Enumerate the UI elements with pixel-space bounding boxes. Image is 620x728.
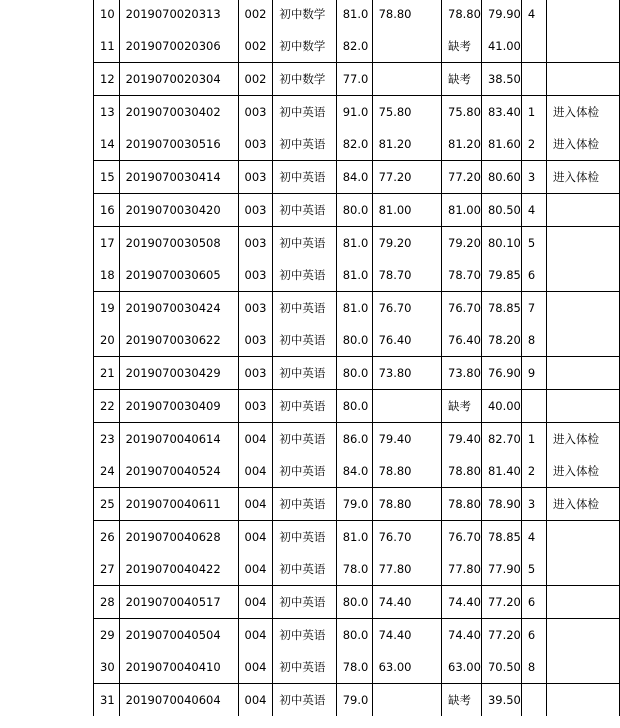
row-number-cell: 12 (94, 63, 120, 96)
remark-cell (547, 227, 620, 260)
remark-cell (547, 521, 620, 554)
subject-cell: 初中英语 (273, 194, 336, 227)
rank-cell: 5 (521, 227, 546, 260)
candidate-id-cell: 2019070030516 (119, 128, 238, 161)
interview-score-final-cell: 74.40 (442, 586, 482, 619)
table-row (94, 390, 620, 423)
position-code-cell: 004 (238, 521, 273, 554)
subject-cell: 初中英语 (273, 324, 336, 357)
remark-cell (547, 30, 620, 63)
written-score-cell: 80.0 (336, 390, 372, 423)
row-number-cell: 11 (94, 30, 120, 63)
interview-score-cell: 78.80 (372, 455, 441, 488)
interview-score-final-cell: 78.70 (442, 259, 482, 292)
written-score-cell: 84.0 (336, 161, 372, 194)
interview-score-cell: 79.20 (372, 227, 441, 260)
candidate-id-cell: 2019070040628 (119, 521, 238, 554)
interview-score-final-cell: 79.20 (442, 227, 482, 260)
interview-score-cell (372, 63, 441, 96)
subject-cell: 初中英语 (273, 651, 336, 684)
interview-score-cell: 79.40 (372, 423, 441, 456)
row-number-cell: 20 (94, 324, 120, 357)
position-code-cell: 004 (238, 651, 273, 684)
interview-score-final-cell: 78.80 (442, 488, 482, 521)
row-number-cell: 14 (94, 128, 120, 161)
table-row (94, 455, 620, 488)
rank-cell: 3 (521, 488, 546, 521)
written-score-cell: 84.0 (336, 455, 372, 488)
candidate-id-cell: 2019070040517 (119, 586, 238, 619)
remark-cell: 进入体检 (547, 96, 620, 129)
total-score-cell: 78.90 (481, 488, 521, 521)
subject-cell: 初中数学 (273, 0, 336, 30)
candidate-id-cell: 2019070040524 (119, 455, 238, 488)
subject-cell: 初中英语 (273, 455, 336, 488)
position-code-cell: 003 (238, 259, 273, 292)
table-row (94, 128, 620, 161)
interview-score-final-cell: 76.70 (442, 292, 482, 325)
remark-cell: 进入体检 (547, 488, 620, 521)
table-row (94, 227, 620, 260)
candidate-id-cell: 2019070020304 (119, 63, 238, 96)
candidate-id-cell: 2019070020306 (119, 30, 238, 63)
interview-score-cell: 74.40 (372, 619, 441, 652)
written-score-cell: 81.0 (336, 292, 372, 325)
table-row (94, 30, 620, 63)
position-code-cell: 004 (238, 423, 273, 456)
interview-score-cell: 78.80 (372, 0, 441, 30)
position-code-cell: 002 (238, 0, 273, 30)
candidate-id-cell: 2019070030402 (119, 96, 238, 129)
written-score-cell: 80.0 (336, 619, 372, 652)
row-number-cell: 10 (94, 0, 120, 30)
position-code-cell: 004 (238, 684, 273, 717)
interview-score-final-cell: 缺考 (442, 390, 482, 423)
remark-cell (547, 194, 620, 227)
table-row (94, 684, 620, 717)
position-code-cell: 002 (238, 30, 273, 63)
interview-score-final-cell: 74.40 (442, 619, 482, 652)
total-score-cell: 81.40 (481, 455, 521, 488)
total-score-cell: 82.70 (481, 423, 521, 456)
position-code-cell: 003 (238, 161, 273, 194)
subject-cell: 初中数学 (273, 63, 336, 96)
subject-cell: 初中英语 (273, 357, 336, 390)
written-score-cell: 80.0 (336, 357, 372, 390)
total-score-cell: 76.90 (481, 357, 521, 390)
rank-cell (521, 30, 546, 63)
total-score-cell: 83.40 (481, 96, 521, 129)
written-score-cell: 80.0 (336, 194, 372, 227)
interview-score-final-cell: 78.80 (442, 0, 482, 30)
rank-cell: 8 (521, 324, 546, 357)
interview-score-cell: 63.00 (372, 651, 441, 684)
candidate-id-cell: 2019070020313 (119, 0, 238, 30)
remark-cell (547, 586, 620, 619)
remark-cell: 进入体检 (547, 423, 620, 456)
candidate-id-cell: 2019070040604 (119, 684, 238, 717)
row-number-cell: 17 (94, 227, 120, 260)
written-score-cell: 80.0 (336, 324, 372, 357)
row-number-cell: 15 (94, 161, 120, 194)
interview-score-final-cell: 77.80 (442, 553, 482, 586)
table-row (94, 586, 620, 619)
interview-score-cell: 78.80 (372, 488, 441, 521)
subject-cell: 初中英语 (273, 390, 336, 423)
rank-cell: 9 (521, 357, 546, 390)
subject-cell: 初中英语 (273, 488, 336, 521)
row-number-cell: 22 (94, 390, 120, 423)
rank-cell: 4 (521, 194, 546, 227)
subject-cell: 初中英语 (273, 96, 336, 129)
total-score-cell: 77.20 (481, 619, 521, 652)
remark-cell (547, 619, 620, 652)
written-score-cell: 81.0 (336, 521, 372, 554)
interview-score-final-cell: 63.00 (442, 651, 482, 684)
rank-cell: 5 (521, 553, 546, 586)
candidate-id-cell: 2019070030605 (119, 259, 238, 292)
subject-cell: 初中英语 (273, 423, 336, 456)
position-code-cell: 003 (238, 292, 273, 325)
subject-cell: 初中英语 (273, 619, 336, 652)
row-number-cell: 30 (94, 651, 120, 684)
candidate-id-cell: 2019070040422 (119, 553, 238, 586)
interview-score-cell: 81.00 (372, 194, 441, 227)
table-row (94, 553, 620, 586)
interview-score-final-cell: 76.40 (442, 324, 482, 357)
interview-score-cell: 73.80 (372, 357, 441, 390)
row-number-cell: 16 (94, 194, 120, 227)
position-code-cell: 003 (238, 357, 273, 390)
rank-cell: 6 (521, 619, 546, 652)
interview-score-cell: 75.80 (372, 96, 441, 129)
interview-score-final-cell: 缺考 (442, 684, 482, 717)
written-score-cell: 91.0 (336, 96, 372, 129)
written-score-cell: 79.0 (336, 684, 372, 717)
subject-cell: 初中英语 (273, 292, 336, 325)
rank-cell: 4 (521, 0, 546, 30)
row-number-cell: 21 (94, 357, 120, 390)
written-score-cell: 82.0 (336, 128, 372, 161)
interview-score-cell: 74.40 (372, 586, 441, 619)
candidate-id-cell: 2019070040614 (119, 423, 238, 456)
position-code-cell: 003 (238, 324, 273, 357)
written-score-cell: 86.0 (336, 423, 372, 456)
row-number-cell: 25 (94, 488, 120, 521)
score-table-body (94, 0, 620, 716)
rank-cell: 2 (521, 128, 546, 161)
position-code-cell: 003 (238, 96, 273, 129)
interview-score-final-cell: 77.20 (442, 161, 482, 194)
total-score-cell: 80.50 (481, 194, 521, 227)
interview-score-final-cell: 75.80 (442, 96, 482, 129)
position-code-cell: 003 (238, 194, 273, 227)
rank-cell: 1 (521, 96, 546, 129)
rank-cell: 4 (521, 521, 546, 554)
table-row (94, 96, 620, 129)
position-code-cell: 004 (238, 455, 273, 488)
row-number-cell: 31 (94, 684, 120, 717)
table-row (94, 619, 620, 652)
total-score-cell: 78.85 (481, 292, 521, 325)
candidate-id-cell: 2019070030420 (119, 194, 238, 227)
score-table (93, 0, 620, 716)
interview-score-cell: 77.80 (372, 553, 441, 586)
subject-cell: 初中英语 (273, 684, 336, 717)
row-number-cell: 23 (94, 423, 120, 456)
interview-score-cell: 81.20 (372, 128, 441, 161)
row-number-cell: 26 (94, 521, 120, 554)
remark-cell (547, 259, 620, 292)
row-number-cell: 28 (94, 586, 120, 619)
remark-cell (547, 553, 620, 586)
table-row (94, 357, 620, 390)
row-number-cell: 24 (94, 455, 120, 488)
remark-cell (547, 0, 620, 30)
rank-cell: 3 (521, 161, 546, 194)
table-row (94, 423, 620, 456)
total-score-cell: 80.10 (481, 227, 521, 260)
remark-cell (547, 357, 620, 390)
written-score-cell: 81.0 (336, 259, 372, 292)
row-number-cell: 13 (94, 96, 120, 129)
rank-cell: 8 (521, 651, 546, 684)
interview-score-cell: 77.20 (372, 161, 441, 194)
interview-score-final-cell: 73.80 (442, 357, 482, 390)
position-code-cell: 003 (238, 128, 273, 161)
written-score-cell: 81.0 (336, 0, 372, 30)
row-number-cell: 27 (94, 553, 120, 586)
total-score-cell: 79.85 (481, 259, 521, 292)
interview-score-final-cell: 79.40 (442, 423, 482, 456)
row-number-cell: 19 (94, 292, 120, 325)
table-row (94, 521, 620, 554)
interview-score-cell: 76.70 (372, 292, 441, 325)
interview-score-final-cell: 76.70 (442, 521, 482, 554)
written-score-cell: 77.0 (336, 63, 372, 96)
candidate-id-cell: 2019070030429 (119, 357, 238, 390)
candidate-id-cell: 2019070030508 (119, 227, 238, 260)
remark-cell (547, 63, 620, 96)
remark-cell: 进入体检 (547, 128, 620, 161)
table-row (94, 324, 620, 357)
table-row (94, 292, 620, 325)
table-row (94, 651, 620, 684)
written-score-cell: 82.0 (336, 30, 372, 63)
written-score-cell: 80.0 (336, 586, 372, 619)
table-row (94, 194, 620, 227)
total-score-cell: 80.60 (481, 161, 521, 194)
subject-cell: 初中英语 (273, 128, 336, 161)
total-score-cell: 77.20 (481, 586, 521, 619)
remark-cell (547, 651, 620, 684)
total-score-cell: 40.00 (481, 390, 521, 423)
rank-cell: 6 (521, 259, 546, 292)
rank-cell: 1 (521, 423, 546, 456)
rank-cell: 7 (521, 292, 546, 325)
remark-cell (547, 684, 620, 717)
written-score-cell: 79.0 (336, 488, 372, 521)
interview-score-final-cell: 81.00 (442, 194, 482, 227)
rank-cell: 6 (521, 586, 546, 619)
interview-score-cell (372, 684, 441, 717)
position-code-cell: 003 (238, 227, 273, 260)
table-row (94, 63, 620, 96)
candidate-id-cell: 2019070040611 (119, 488, 238, 521)
table-row (94, 488, 620, 521)
remark-cell (547, 292, 620, 325)
interview-score-cell (372, 390, 441, 423)
total-score-cell: 78.20 (481, 324, 521, 357)
written-score-cell: 78.0 (336, 651, 372, 684)
total-score-cell: 78.85 (481, 521, 521, 554)
interview-score-final-cell: 缺考 (442, 30, 482, 63)
position-code-cell: 004 (238, 488, 273, 521)
position-code-cell: 004 (238, 553, 273, 586)
total-score-cell: 39.50 (481, 684, 521, 717)
interview-score-cell: 76.40 (372, 324, 441, 357)
remark-cell (547, 390, 620, 423)
written-score-cell: 81.0 (336, 227, 372, 260)
table-row (94, 0, 620, 30)
remark-cell: 进入体检 (547, 161, 620, 194)
position-code-cell: 003 (238, 390, 273, 423)
candidate-id-cell: 2019070030424 (119, 292, 238, 325)
row-number-cell: 18 (94, 259, 120, 292)
interview-score-final-cell: 78.80 (442, 455, 482, 488)
candidate-id-cell: 2019070040504 (119, 619, 238, 652)
total-score-cell: 70.50 (481, 651, 521, 684)
subject-cell: 初中数学 (273, 30, 336, 63)
total-score-cell: 77.90 (481, 553, 521, 586)
candidate-id-cell: 2019070030414 (119, 161, 238, 194)
total-score-cell: 38.50 (481, 63, 521, 96)
subject-cell: 初中英语 (273, 259, 336, 292)
table-row (94, 259, 620, 292)
rank-cell (521, 390, 546, 423)
rank-cell (521, 63, 546, 96)
interview-score-final-cell: 81.20 (442, 128, 482, 161)
remark-cell (547, 324, 620, 357)
candidate-id-cell: 2019070030622 (119, 324, 238, 357)
candidate-id-cell: 2019070030409 (119, 390, 238, 423)
position-code-cell: 004 (238, 619, 273, 652)
rank-cell: 2 (521, 455, 546, 488)
interview-score-cell: 76.70 (372, 521, 441, 554)
subject-cell: 初中英语 (273, 553, 336, 586)
row-number-cell: 29 (94, 619, 120, 652)
interview-score-final-cell: 缺考 (442, 63, 482, 96)
interview-score-cell: 78.70 (372, 259, 441, 292)
written-score-cell: 78.0 (336, 553, 372, 586)
subject-cell: 初中英语 (273, 161, 336, 194)
position-code-cell: 004 (238, 586, 273, 619)
subject-cell: 初中英语 (273, 521, 336, 554)
table-row (94, 161, 620, 194)
total-score-cell: 81.60 (481, 128, 521, 161)
remark-cell: 进入体检 (547, 455, 620, 488)
position-code-cell: 002 (238, 63, 273, 96)
total-score-cell: 79.90 (481, 0, 521, 30)
subject-cell: 初中英语 (273, 227, 336, 260)
candidate-id-cell: 2019070040410 (119, 651, 238, 684)
interview-score-cell (372, 30, 441, 63)
subject-cell: 初中英语 (273, 586, 336, 619)
rank-cell (521, 684, 546, 717)
total-score-cell: 41.00 (481, 30, 521, 63)
